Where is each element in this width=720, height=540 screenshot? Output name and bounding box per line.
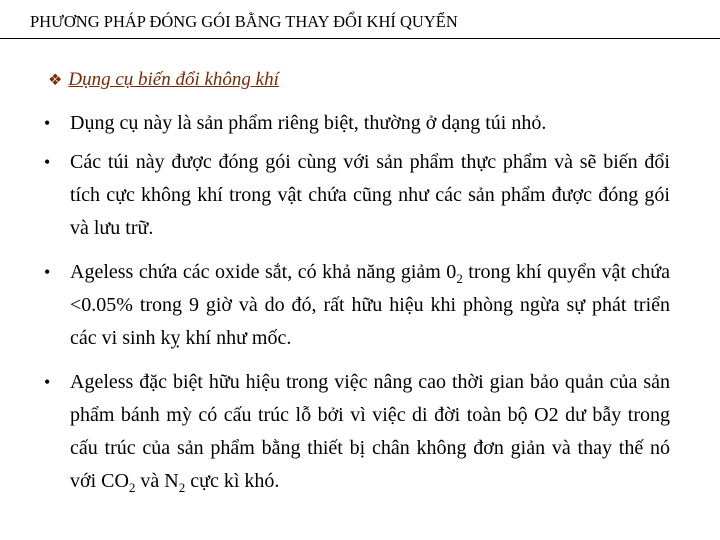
bullet-dot-icon: •: [44, 152, 51, 172]
bullet-dot-icon: •: [44, 113, 51, 133]
section-heading-text: Dụng cụ biến đổi không khí: [68, 69, 279, 90]
bullet-text-part: và N: [135, 470, 179, 492]
bullet-text: [70, 366, 670, 498]
bullet-text: Các túi này được đóng gói cùng với sản phẩm thực phẩm và sẽ biến đổi tích cực không khí trong vật chứa cũng như các sản phẩm được đóng gói và lưu trữ.: [70, 151, 670, 239]
bullet-text-part: trong khí quyển vật chứa <0.05% trong 9 giờ và do đó, rất hữu hiệu khi phòng ngừa sự phát triển các vi sinh kỵ khí như mốc.: [70, 261, 670, 349]
bullet-item: [44, 256, 670, 355]
bullet-dot-icon: •: [44, 262, 51, 282]
bullet-text-part: cực kì khó.: [185, 470, 280, 492]
bullet-item: [44, 366, 670, 498]
bullet-item: [44, 107, 670, 140]
bullet-dot-icon: •: [44, 372, 51, 392]
subscript: 2: [178, 480, 186, 495]
subscript: 2: [456, 271, 463, 286]
bullet-text: Dụng cụ này là sản phẩm riêng biệt, thường ở dạng túi nhỏ.: [70, 112, 547, 134]
title-divider: [0, 38, 720, 39]
bullet-text-part: Ageless chứa các oxide sắt, có khả năng giảm 0: [70, 261, 457, 283]
bullet-item: [44, 146, 670, 245]
slide-title: PHƯƠNG PHÁP ĐÓNG GÓI BẰNG THAY ĐỔI KHÍ QUYỂN: [30, 12, 458, 31]
section-heading: [48, 69, 279, 91]
diamond-bullet-icon: ❖: [48, 72, 63, 89]
subscript: 2: [128, 480, 136, 495]
bullet-text: [70, 256, 670, 355]
bullet-text-part: Ageless đặc biệt hữu hiệu trong việc nâng cao thời gian bảo quản của sản phẩm bánh mỳ có cấu trúc lỗ bởi vì việc di đời toàn bộ O2 dư bẫy trong cấu trúc của sản phẩm bằng thiết bị chân không đơn giản và thay thế nó với CO: [70, 371, 670, 492]
